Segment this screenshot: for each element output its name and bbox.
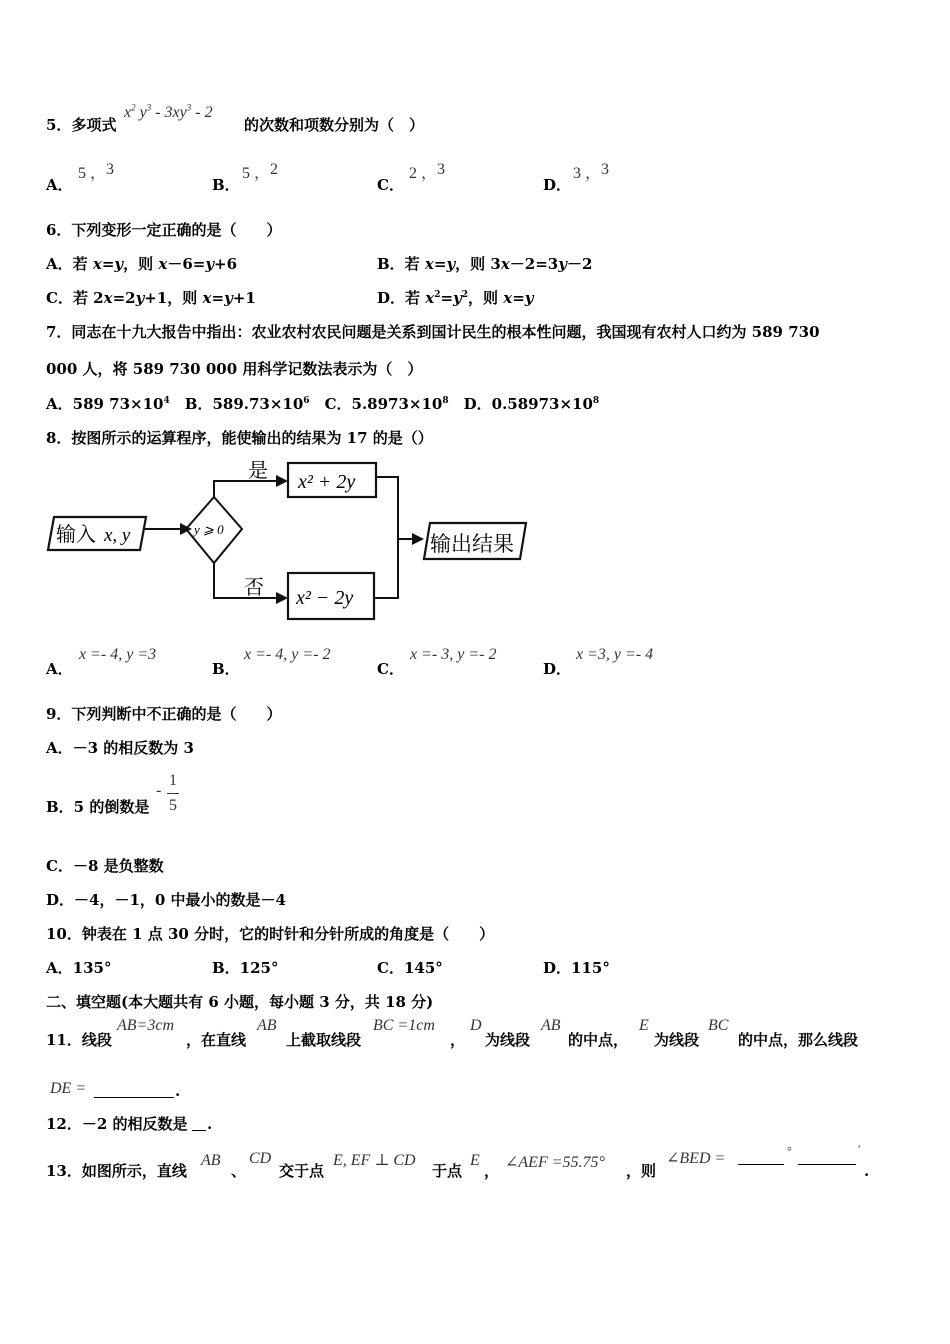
q11-math-5: AB: [541, 1017, 561, 1034]
q8-flowchart: [40, 455, 540, 630]
output-arrow-head: [412, 533, 424, 545]
q9-option-b-minus: -: [156, 782, 162, 799]
q13-text-2: 交于点: [279, 1162, 325, 1180]
q13-text-1: 、: [231, 1162, 247, 1180]
q5-stem: 5．多项式: [46, 116, 117, 134]
yes-branch-head: [276, 475, 288, 487]
q10-option-d: D．115°: [543, 959, 610, 977]
q13-lead: 13．如图所示，直线: [46, 1162, 187, 1180]
q8-option-a-label: A．: [46, 660, 73, 678]
q13-math-3: E, EF ⊥ CD: [333, 1152, 416, 1169]
q5-option-d-label: D．: [543, 176, 572, 194]
q13-math-6: ∠BED =: [666, 1150, 726, 1167]
q13-degree-blank[interactable]: [738, 1150, 784, 1165]
q11-text-7: 的中点，那么线段: [738, 1031, 859, 1049]
yes-branch-line: [214, 481, 276, 497]
q5-option-a-label: A．: [46, 176, 73, 194]
q11-de: DE =: [50, 1080, 87, 1097]
condition-label: y ⩾ 0: [194, 522, 224, 537]
q5-option-c-label: C．: [377, 176, 404, 194]
yes-label: 是: [248, 460, 268, 482]
q6-option-d: D．若 $x^2=y^2$，则 x=y: [377, 289, 534, 307]
q11-text-6: 为线段: [654, 1031, 700, 1049]
q11-text-3: ，: [450, 1031, 466, 1049]
q10-option-a: A．135°: [46, 959, 112, 977]
q5-option-b-label: B．: [212, 176, 240, 194]
q8-option-d-value: x =3, y =- 4: [576, 646, 654, 663]
q7-options: A．589 $73\times 10^4$ B．$589.73\times 10^6$ C．$5.8973\times 10^8$ D．$0.58973\times 10^8$: [46, 395, 600, 413]
q6-option-c: C．若 2x=2y+1，则 x=y+1: [46, 289, 256, 307]
q10-option-b: B．125°: [212, 959, 279, 977]
yes-expr: x² + 2y: [298, 471, 356, 493]
q9-option-d: D．－4，－1，0 中最小的数是－4: [46, 891, 286, 909]
q13-text-3: 于点: [432, 1162, 463, 1180]
q13-text-5: ，则: [626, 1162, 657, 1180]
q13-degree-symbol: °: [787, 1144, 792, 1158]
q6-stem: 6．下列变形一定正确的是（ ）: [46, 221, 282, 239]
no-label: 否: [244, 577, 264, 599]
q11-math-4: D: [470, 1017, 482, 1034]
q10-stem: 10．钟表在 1 点 30 分时，它的时针和分针所成的角度是（ ）: [46, 925, 495, 943]
q5-polynomial: $x^2$ $y^3 - 3xy^3 - 2$: [124, 102, 213, 121]
q13-minute-blank[interactable]: [798, 1150, 856, 1165]
q11-text-1: ，在直线: [186, 1031, 247, 1049]
input-label: 输入: [56, 524, 96, 546]
merge-line: [374, 477, 398, 598]
q11-text-5: 的中点，: [568, 1031, 629, 1049]
q9-fraction-denominator: 5: [169, 797, 177, 814]
q13-math-2: CD: [249, 1150, 272, 1167]
q9-stem: 9．下列判断中不正确的是（ ）: [46, 705, 282, 723]
q8-option-b-label: B．: [212, 660, 240, 678]
q5-option-c-value: 2 ，3: [409, 161, 446, 182]
q5-option-a-value: 5 ，3: [78, 161, 115, 182]
q6-option-b: B．若 x=y，则 3x－2=3y－2: [377, 255, 593, 273]
q6-option-a: A．若 x=y，则 x－6=y+6: [46, 255, 238, 273]
no-expr: x² − 2y: [296, 587, 354, 609]
q5-stem-tail: 的次数和项数分别为（ ）: [244, 116, 425, 134]
q13-text-4: ，: [484, 1162, 500, 1180]
q11-math-3: BC =1cm: [373, 1017, 435, 1034]
q13-minute-symbol: ′: [858, 1142, 861, 1156]
q10-option-c: C．145°: [377, 959, 443, 977]
q9-option-a: A．－3 的相反数为 3: [46, 739, 194, 757]
q11-math-7: BC: [708, 1017, 729, 1034]
q9-fraction-bar: [167, 793, 179, 794]
q9-option-b: B．5 的倒数是: [46, 798, 150, 816]
q11-answer-blank[interactable]: [94, 1083, 174, 1098]
q13-math-5: ∠AEF =55.75°: [505, 1154, 605, 1171]
input-vars: x, y: [104, 525, 131, 546]
q13-math-1: AB: [201, 1152, 221, 1169]
output-label: 输出结果: [430, 532, 514, 556]
q8-option-d-label: D．: [543, 660, 572, 678]
q5-option-b-value: 5 ，2: [242, 161, 279, 182]
q11-text-2: 上截取线段: [286, 1031, 362, 1049]
q7-stem-line1: 7．同志在十九大报告中指出：农业农村农民问题是关系到国计民生的根本性问题，我国现有农村人口约为 589 730: [46, 323, 820, 341]
q11-math-6: E: [639, 1017, 649, 1034]
q8-option-c-value: x =- 3, y =- 2: [410, 646, 497, 663]
q11-text-4: 为线段: [485, 1031, 531, 1049]
q7-stem-line2: 000 人，将 589 730 000 用科学记数法表示为（ ）: [46, 360, 423, 378]
section-heading: 二、填空题(本大题共有 6 小题，每小题 3 分，共 18 分): [46, 993, 434, 1011]
q12-answer-blank[interactable]: [192, 1116, 206, 1131]
q11-math-2: AB: [257, 1017, 277, 1034]
q13-end: .: [864, 1162, 870, 1180]
q12-stem: 12．－2 的相反数是: [46, 1115, 188, 1133]
q8-stem: 8．按图所示的运算程序，能使输出的结果为 17 的是（）: [46, 429, 433, 447]
q8-option-b-value: x =- 4, y =- 2: [244, 646, 331, 663]
q11-end: .: [175, 1082, 181, 1100]
q9-option-c: C．－8 是负整数: [46, 857, 164, 875]
q9-fraction-numerator: 1: [169, 772, 177, 789]
q5-option-d-value: 3 ，3: [573, 161, 610, 182]
q12-end: .: [207, 1115, 213, 1133]
q8-option-a-value: x =- 4, y =3: [79, 646, 157, 663]
q13-math-4: E: [470, 1152, 480, 1169]
no-branch-head: [276, 592, 288, 604]
q8-option-c-label: C．: [377, 660, 404, 678]
q11-lead: 11．线段: [46, 1031, 112, 1049]
q11-math-1: AB=3cm: [117, 1017, 174, 1034]
